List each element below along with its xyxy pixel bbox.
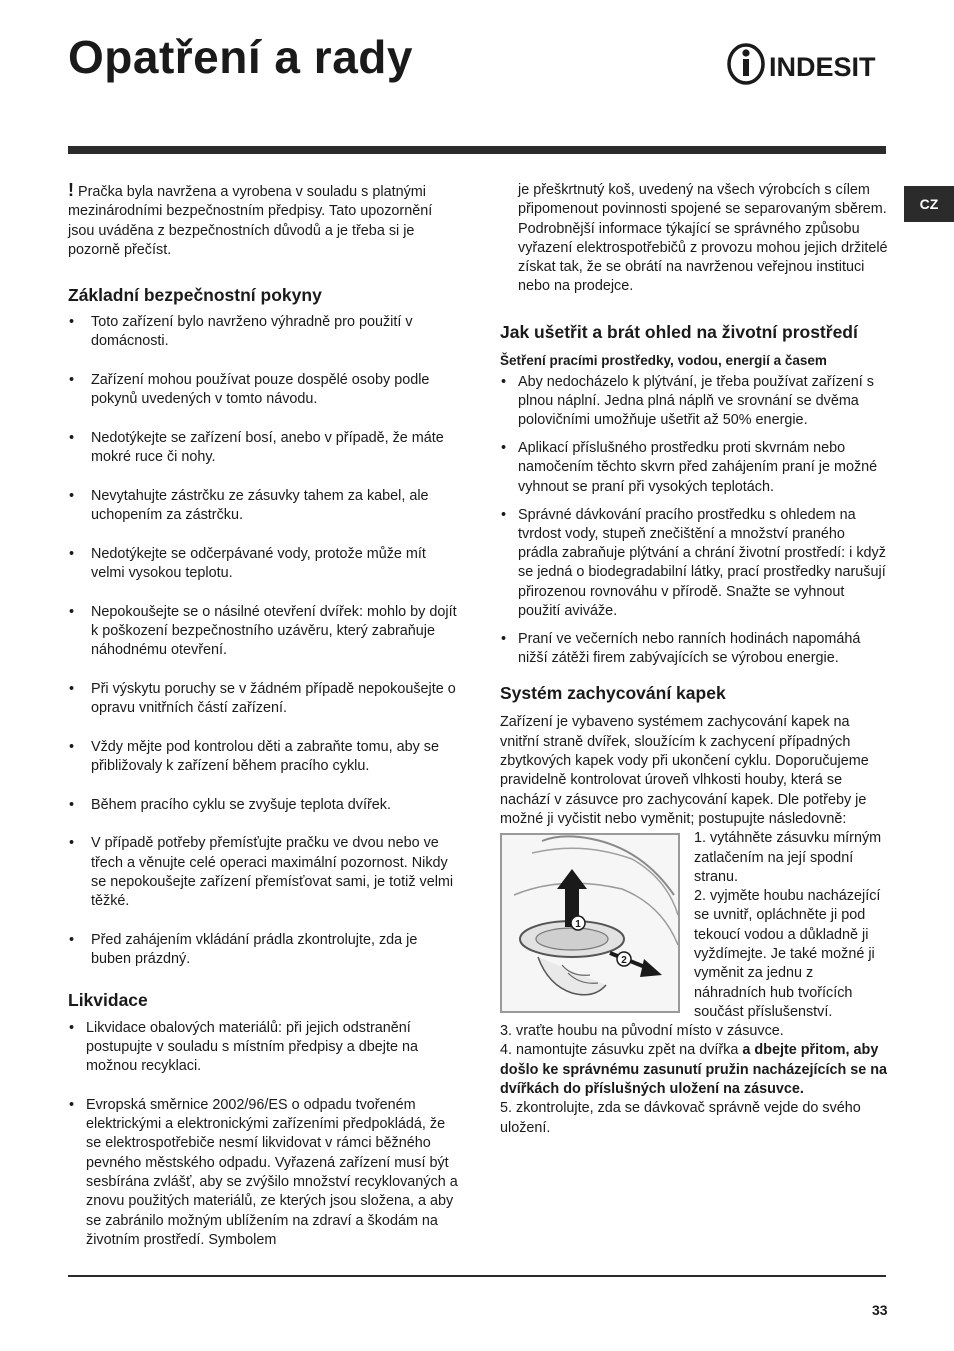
indesit-logo <box>725 40 887 88</box>
left-column <box>68 181 458 1269</box>
drip-step-1: 1. vytáhněte zásuvku mírným zatlačením na její spodní stranu. <box>694 830 882 885</box>
drip-tray-illustration <box>500 833 680 1013</box>
eco-subheading: Šetření pracími prostředky, vodou, energií a časem <box>500 352 827 368</box>
disposal-item: • Evropská směrnice 2002/96/ES o odpadu tvořeném elektrickými a elektronickými zařízeními předpokládá, že se elektrospotřebiče nesmí likvidovat v rámci běžného pevného městského odpadu. Vyřazená zařízení musí být sesbírána zvlášť, aby se zvýšilo množství recyklovaných a znovu použitých materiálů, ze kterých jsou složena, a aby se zabránilo možným ublížením na zdraví a škodám na životním prostředí. Symbolem <box>68 1096 458 1250</box>
intro-paragraph <box>68 181 458 260</box>
safety-item: • Toto zařízení bylo navrženo výhradně pro použití v domácnosti. <box>68 313 458 352</box>
eco-list <box>500 373 888 669</box>
disposal-continuation: je přeškrtnutý koš, uvedený na všech výrobcích s cílem připomenout povinnosti spojené se separovaným sběrem. <box>518 182 887 218</box>
warning-mark-icon: ! <box>68 180 74 200</box>
brand-wordmark: INDESIT <box>769 52 876 82</box>
drip-step-5: 5. zkontrolujte, zda se dávkovač správně vejde do svého uložení. <box>500 1100 861 1136</box>
drip-intro: Zařízení je vybaveno systémem zachycování kapek na vnitřní straně dvířek, sloužícím k zachycení případných zbytkových kapek vody při ukončení cyklu. Doporučujeme pravidelně kontrolovat úroveň vlhkosti houby, která se nachází v zásuvce pro zachycování kapek. Dle potřeby je možné ji vyčistit nebo vyměnit; postupujte následovně: <box>500 714 869 827</box>
safety-item: • Nepokoušejte se o násilné otevření dvířek: mohlo by dojít k poškození bezpečnostního uzávěru, který zabraňuje náhodnému otevření. <box>68 603 458 661</box>
safety-item: • Nedotýkejte se odčerpávané vody, protože může mít velmi vysokou teplotu. <box>68 545 458 584</box>
right-column <box>500 181 888 1138</box>
drip-heading: Systém zachycování kapek <box>500 683 726 704</box>
safety-heading: Základní bezpečnostní pokyny <box>68 285 322 306</box>
safety-item: • Během pracího cyklu se zvyšuje teplota dvířek. <box>68 796 458 815</box>
eco-item: • Správné dávkování pracího prostředku s ohledem na tvrdost vody, stupeň znečištění a množství praného prádla zabraňuje plýtvání a chrání životní prostředí: i když se jedná o biodegradabilní látky, prací prostředky narušují přirozenou rovnováhu v přírodě. Snažte se vyhnout použití aviváže. <box>500 506 888 622</box>
safety-item: • Při výskytu poruchy se v žádném případě nepokoušejte o opravu vnitřních částí zařízení. <box>68 680 458 719</box>
step-1-badge: 1 <box>575 919 581 931</box>
eco-item: • Aplikací příslušného prostředku proti skvrnám nebo namočením těchto skvrn před zahájením praní je možné vyhnout se praní při vysokých teplotách. <box>500 439 888 497</box>
page-title: Opatření a rady <box>68 31 413 83</box>
drip-step-4-emphasis: a dbejte přitom, aby došlo ke správnému zasunutí pružin nacházejících se na dvířkách do příslušných uložení na zásuvce. <box>500 1042 888 1098</box>
eco-item: • Praní ve večerních nebo ranních hodinách napomáhá nižší zátěži firem zabývajících se výrobou energie. <box>500 630 888 669</box>
disposal-more-info: Podrobnější informace týkající se správného způsobu vyřazení elektrospotřebičů z provozu mohou jejich držitelé získat tak, že se obrátí na navrženou veřejnou instituci nebo na prodejce. <box>518 220 888 295</box>
step-2-badge: 2 <box>621 955 627 967</box>
page-number: 33 <box>872 1302 888 1318</box>
disposal-list <box>68 1019 458 1251</box>
safety-item: • Vždy mějte pod kontrolou děti a zabraňte tomu, aby se přibližovaly k zařízení během pracího cyklu. <box>68 738 458 777</box>
footer-rule <box>68 1275 886 1277</box>
indesit-logo-graphic <box>725 40 887 88</box>
safety-item: • V případě potřeby přemísťujte pračku ve dvou nebo ve třech a věnujte celé operaci maximální pozornost. Nikdy se nepokoušejte zařízení přemísťovat sami, je totiž velmi těžké. <box>68 834 458 911</box>
safety-list <box>68 313 458 969</box>
drip-step-4 <box>500 1041 888 1099</box>
safety-item: • Zařízení mohou používat pouze dospělé osoby podle pokynů uvedených v tomto návodu. <box>68 371 458 410</box>
intro-text: Pračka byla navržena a vyrobena v souladu s platnými mezinárodními bezpečnostním předpisy. Tato upozornění jsou uváděna z bezpečnostních důvodů a je třeba si je pozorně přečíst. <box>68 184 433 258</box>
safety-item: • Před zahájením vkládání prádla zkontrolujte, zda je buben prázdný. <box>68 931 458 970</box>
header-rule <box>68 146 886 154</box>
drip-step-3: 3. vraťte houbu na původní místo v zásuvce. <box>500 1023 784 1040</box>
safety-item: • Nedotýkejte se zařízení bosí, anebo v případě, že máte mokré ruce či nohy. <box>68 429 458 468</box>
drip-step-2: 2. vyjměte houbu nacházející se uvnitř, opláchněte ji pod tekoucí vodou a důkladně ji vyždímejte. Je také možné ji vyměnit za jednu z náhradních hub tvořících součást příslušenství. <box>694 888 881 1020</box>
disposal-heading: Likvidace <box>68 989 148 1010</box>
disposal-item: • Likvidace obalových materiálů: při jejich odstranění postupujte v souladu s místním předpisy a dbejte na možnou recyklaci. <box>68 1019 458 1077</box>
language-tab: CZ <box>904 186 954 222</box>
safety-item: • Nevytahujte zástrčku ze zásuvky tahem za kabel, ale uchopením za zástrčku. <box>68 487 458 526</box>
eco-item: • Aby nedocházelo k plýtvání, je třeba používat zařízení s plnou náplní. Jedna plná náplň ve srovnání se dvěma polovičními umožňuje ušetřit až 50% energie. <box>500 373 888 431</box>
drip-step-4-plain: 4. namontujte zásuvku zpět na dvířka <box>500 1042 739 1059</box>
eco-heading: Jak ušetřit a brát ohled na životní prostředí <box>500 321 858 342</box>
